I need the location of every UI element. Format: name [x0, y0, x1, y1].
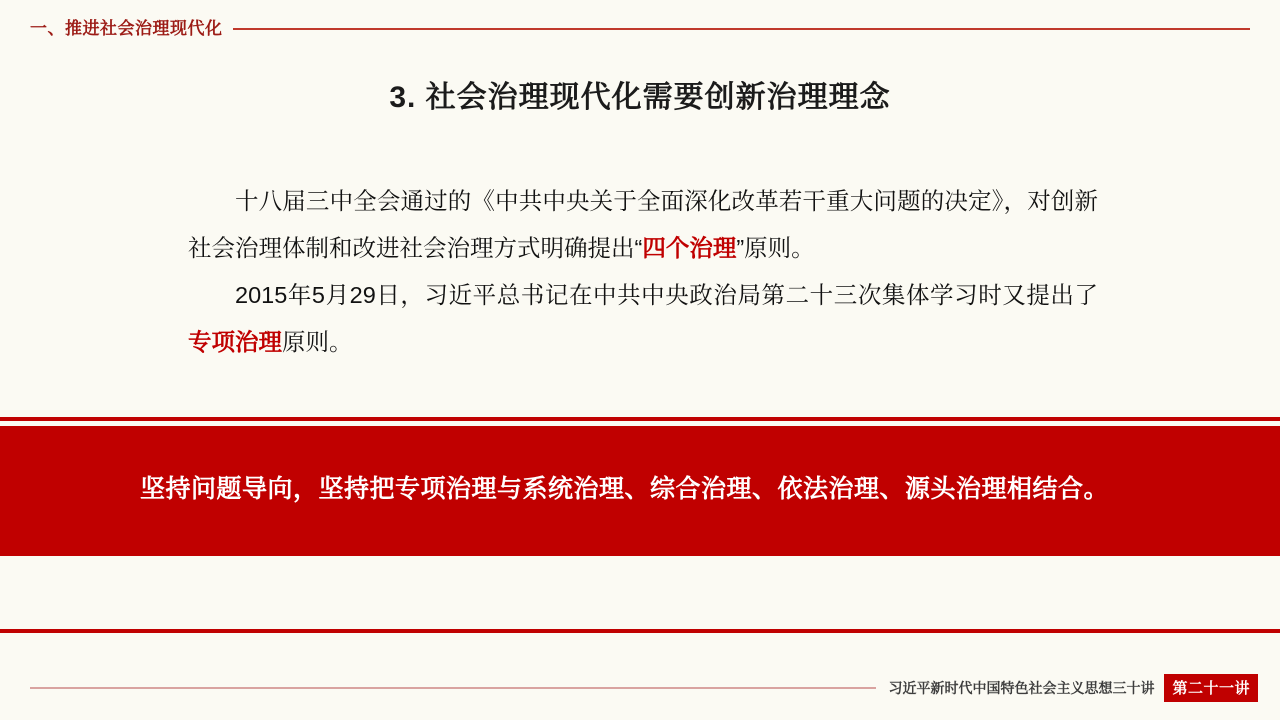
paragraph-1 [188, 178, 1098, 272]
body-text [188, 178, 1098, 366]
section-title: 一、推进社会治理现代化 [30, 19, 223, 38]
paragraph-2-text-b: 原则。 [282, 329, 353, 355]
footer-series-title: 习近平新时代中国特色社会主义思想三十讲 [888, 680, 1155, 696]
quote-close: ” [736, 235, 745, 261]
paragraph-1-text-a: 十八届三中全会通过的《中共中央关于全面深化改革若干重大问题的决定》，对创新社会治理体制和改进社会治理方式明确提出 [188, 188, 1098, 261]
header-divider [233, 28, 1251, 30]
slide-footer [30, 674, 1258, 702]
paragraph-1-text-b: 原则。 [744, 235, 815, 261]
callout-top-rule [0, 417, 1280, 421]
paragraph-2-text-a: 2015年5月29日，习近平总书记在中共中央政治局第二十三次集体学习时又提出了 [235, 282, 1098, 308]
highlight-four-governance: 四个治理 [642, 235, 737, 261]
callout-bottom-rule [0, 629, 1280, 633]
callout-banner [0, 423, 1280, 559]
slide-header [30, 14, 1250, 39]
footer-lecture-badge: 第二十一讲 [1164, 674, 1258, 702]
callout-text: 坚持问题导向，坚持把专项治理与系统治理、综合治理、依法治理、源头治理相结合。 [140, 475, 1110, 503]
page-title: 3. 社会治理现代化需要创新治理理念 [389, 81, 891, 114]
quote-open: “ [634, 235, 643, 261]
footer-divider [30, 687, 876, 689]
paragraph-2 [188, 272, 1098, 366]
highlight-special-governance: 专项治理 [188, 329, 282, 355]
